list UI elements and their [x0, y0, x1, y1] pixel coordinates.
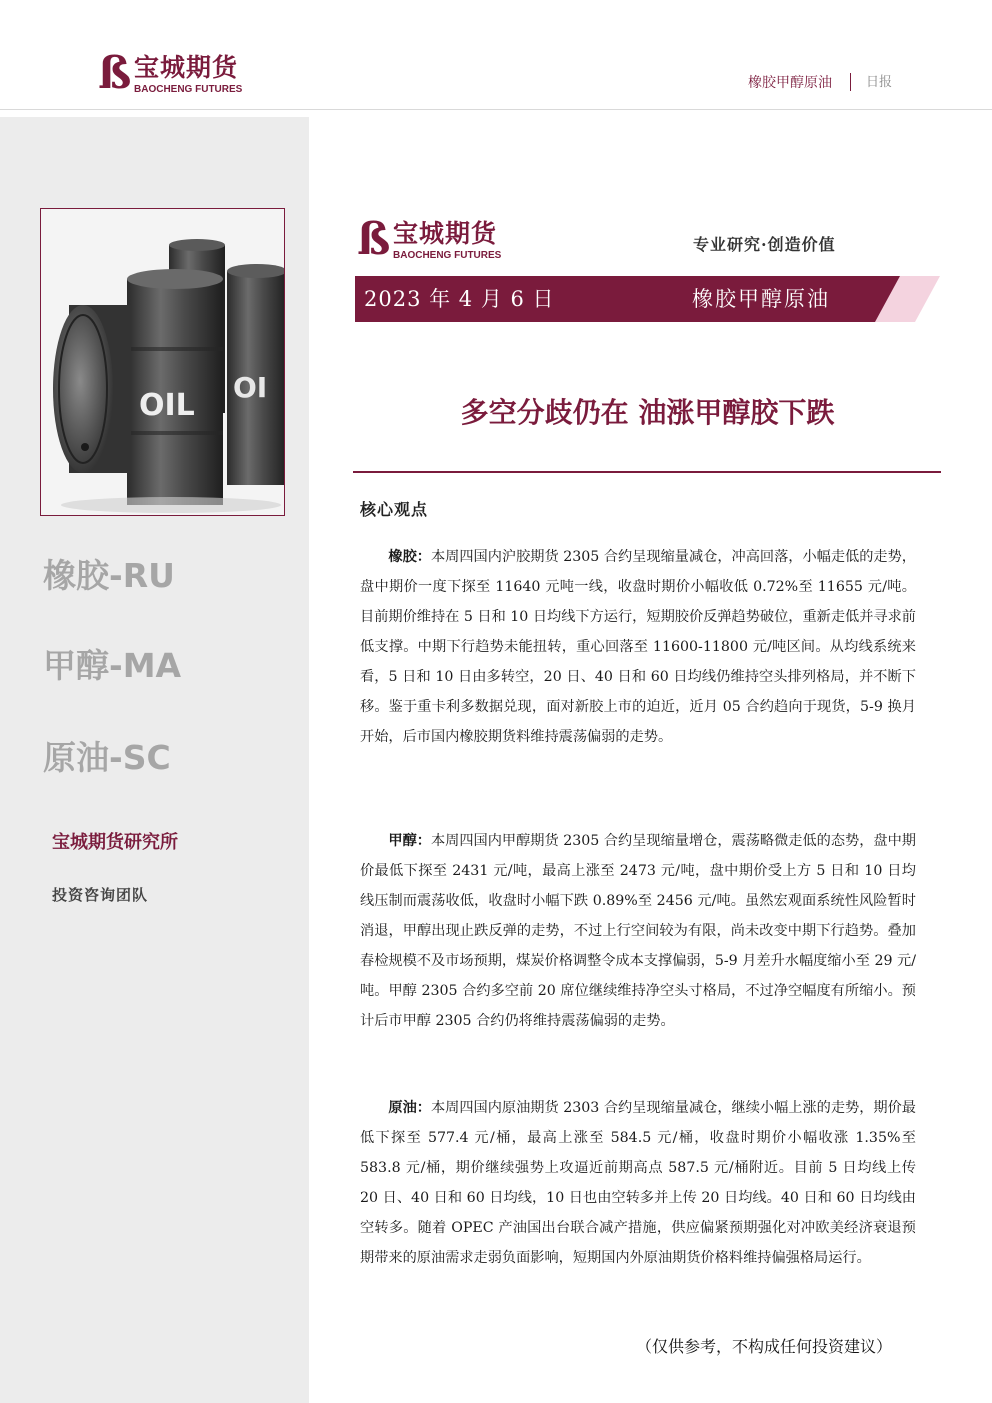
sidebar-tag-methanol: 甲醇-MA — [43, 646, 182, 685]
sidebar-research-institute: 宝城期货研究所 — [52, 832, 178, 853]
brand-logo — [357, 214, 527, 265]
sidebar-team: 投资咨询团队 — [52, 886, 149, 904]
sidebar-tag-rubber: 橡胶-RU — [43, 556, 175, 595]
paragraph-rubber — [360, 542, 916, 752]
section-heading: 核心观点 — [360, 500, 429, 519]
disclaimer: （仅供参考，不构成任何投资建议） — [636, 1337, 893, 1356]
report-title: 多空分歧仍在 油涨甲醇胶下跌 — [460, 396, 835, 429]
oil-barrels-illustration — [41, 209, 284, 515]
banner-category: 橡胶甲醇原油 — [692, 287, 830, 311]
paragraph-crude-oil — [360, 1093, 916, 1273]
header-separator — [850, 73, 851, 91]
header-category: 橡胶甲醇原油 — [748, 75, 832, 91]
oil-barrels-image — [40, 208, 285, 516]
header-brand-cn: 宝城期货 — [134, 53, 239, 82]
header-report-type: 日报 — [866, 75, 893, 90]
paragraph-lead: 原油： — [388, 1100, 431, 1116]
paragraph-text: 本周四国内甲醇期货 2305 合约呈现缩量增仓，震荡略微走低的态势，盘中期价最低下探至 2431 元/吨，最高上涨至 2473 元/吨，盘中期价受上方 5 日和 10 日均线压制而震荡收低，收盘时小幅下跌 0.89%至 2456 元/吨。虽然宏观面系统性风险暂时消退，甲醇出现止跌反弹的走势，不过上行空间较为有限，尚未改变中期下行趋势。叠加春检规模不及市场预期，煤炭价格调整令成本支撑偏弱，5-9 月差升水幅度缩小至 29 元/吨。甲醇 2305 合约多空前 20 席位继续维持净空头寸格局，不过净空幅度有所缩小。预计后市甲醇 2305 合约仍将维持震荡偏弱的走势。 — [360, 833, 916, 1029]
brand-name-cn: 宝城期货 — [393, 219, 498, 248]
brand-name-en: BAOCHENG FUTURES — [393, 250, 502, 261]
report-date: 2023 年 4 月 6 日 — [364, 287, 555, 311]
header-brand-en: BAOCHENG FUTURES — [134, 84, 243, 95]
title-divider — [353, 471, 941, 473]
header-logo — [98, 48, 258, 99]
paragraph-methanol — [360, 826, 916, 1036]
paragraph-text: 本周四国内沪胶期货 2305 合约呈现缩量减仓，冲高回落，小幅走低的走势，盘中期价一度下探至 11640 元吨一线，收盘时期价小幅收低 0.72%至 11655 元/吨。目前期价维持在 5 日和 10 日均线下方运行，短期胶价反弹趋势破位，重新走低并寻求前低支撑。中期下行趋势未能扭转，重心回落至 11600-11800 元/吨区间。从均线系统来看，5 日和 10 日由多转空，20 日、40 日和 60 日均线仍维持空头排列格局，并不断下移。鉴于重卡利多数据兑现，面对新胶上市的迫近，近月 05 合约趋向于现货，5-9 换月开始，后市国内橡胶期货料维持震荡偏弱的走势。 — [360, 549, 916, 745]
brand-slogan: 专业研究·创造价值 — [693, 235, 836, 254]
svg-text:OI: OI — [233, 371, 268, 404]
header-divider — [0, 109, 992, 110]
brand-b-icon: ß — [357, 214, 391, 265]
logo-b-icon: ß — [98, 48, 132, 99]
barrel-label: OIL — [139, 388, 195, 423]
paragraph-text: 本周四国内原油期货 2303 合约呈现缩量减仓，继续小幅上涨的走势，期价最低下探至 577.4 元/桶，最高上涨至 584.5 元/桶，收盘时期价小幅收涨 1.35%至 583.8 元/桶，期价继续强势上攻逼近前期高点 587.5 元/桶附近。目前 5 日均线上传 20 日、40 日和 60 日均线，10 日也由空转多并上传 20 日均线。40 日和 60 日均线由空转多。随着 OPEC 产油国出台联合减产措施，供应偏紧预期强化对冲欧美经济衰退预期带来的原油需求走弱负面影响，短期国内外原油期货价格料维持偏强格局运行。 — [360, 1100, 916, 1266]
sidebar-tag-crude-oil: 原油-SC — [43, 738, 171, 777]
paragraph-lead: 橡胶： — [388, 549, 431, 565]
paragraph-lead: 甲醇： — [388, 833, 431, 849]
